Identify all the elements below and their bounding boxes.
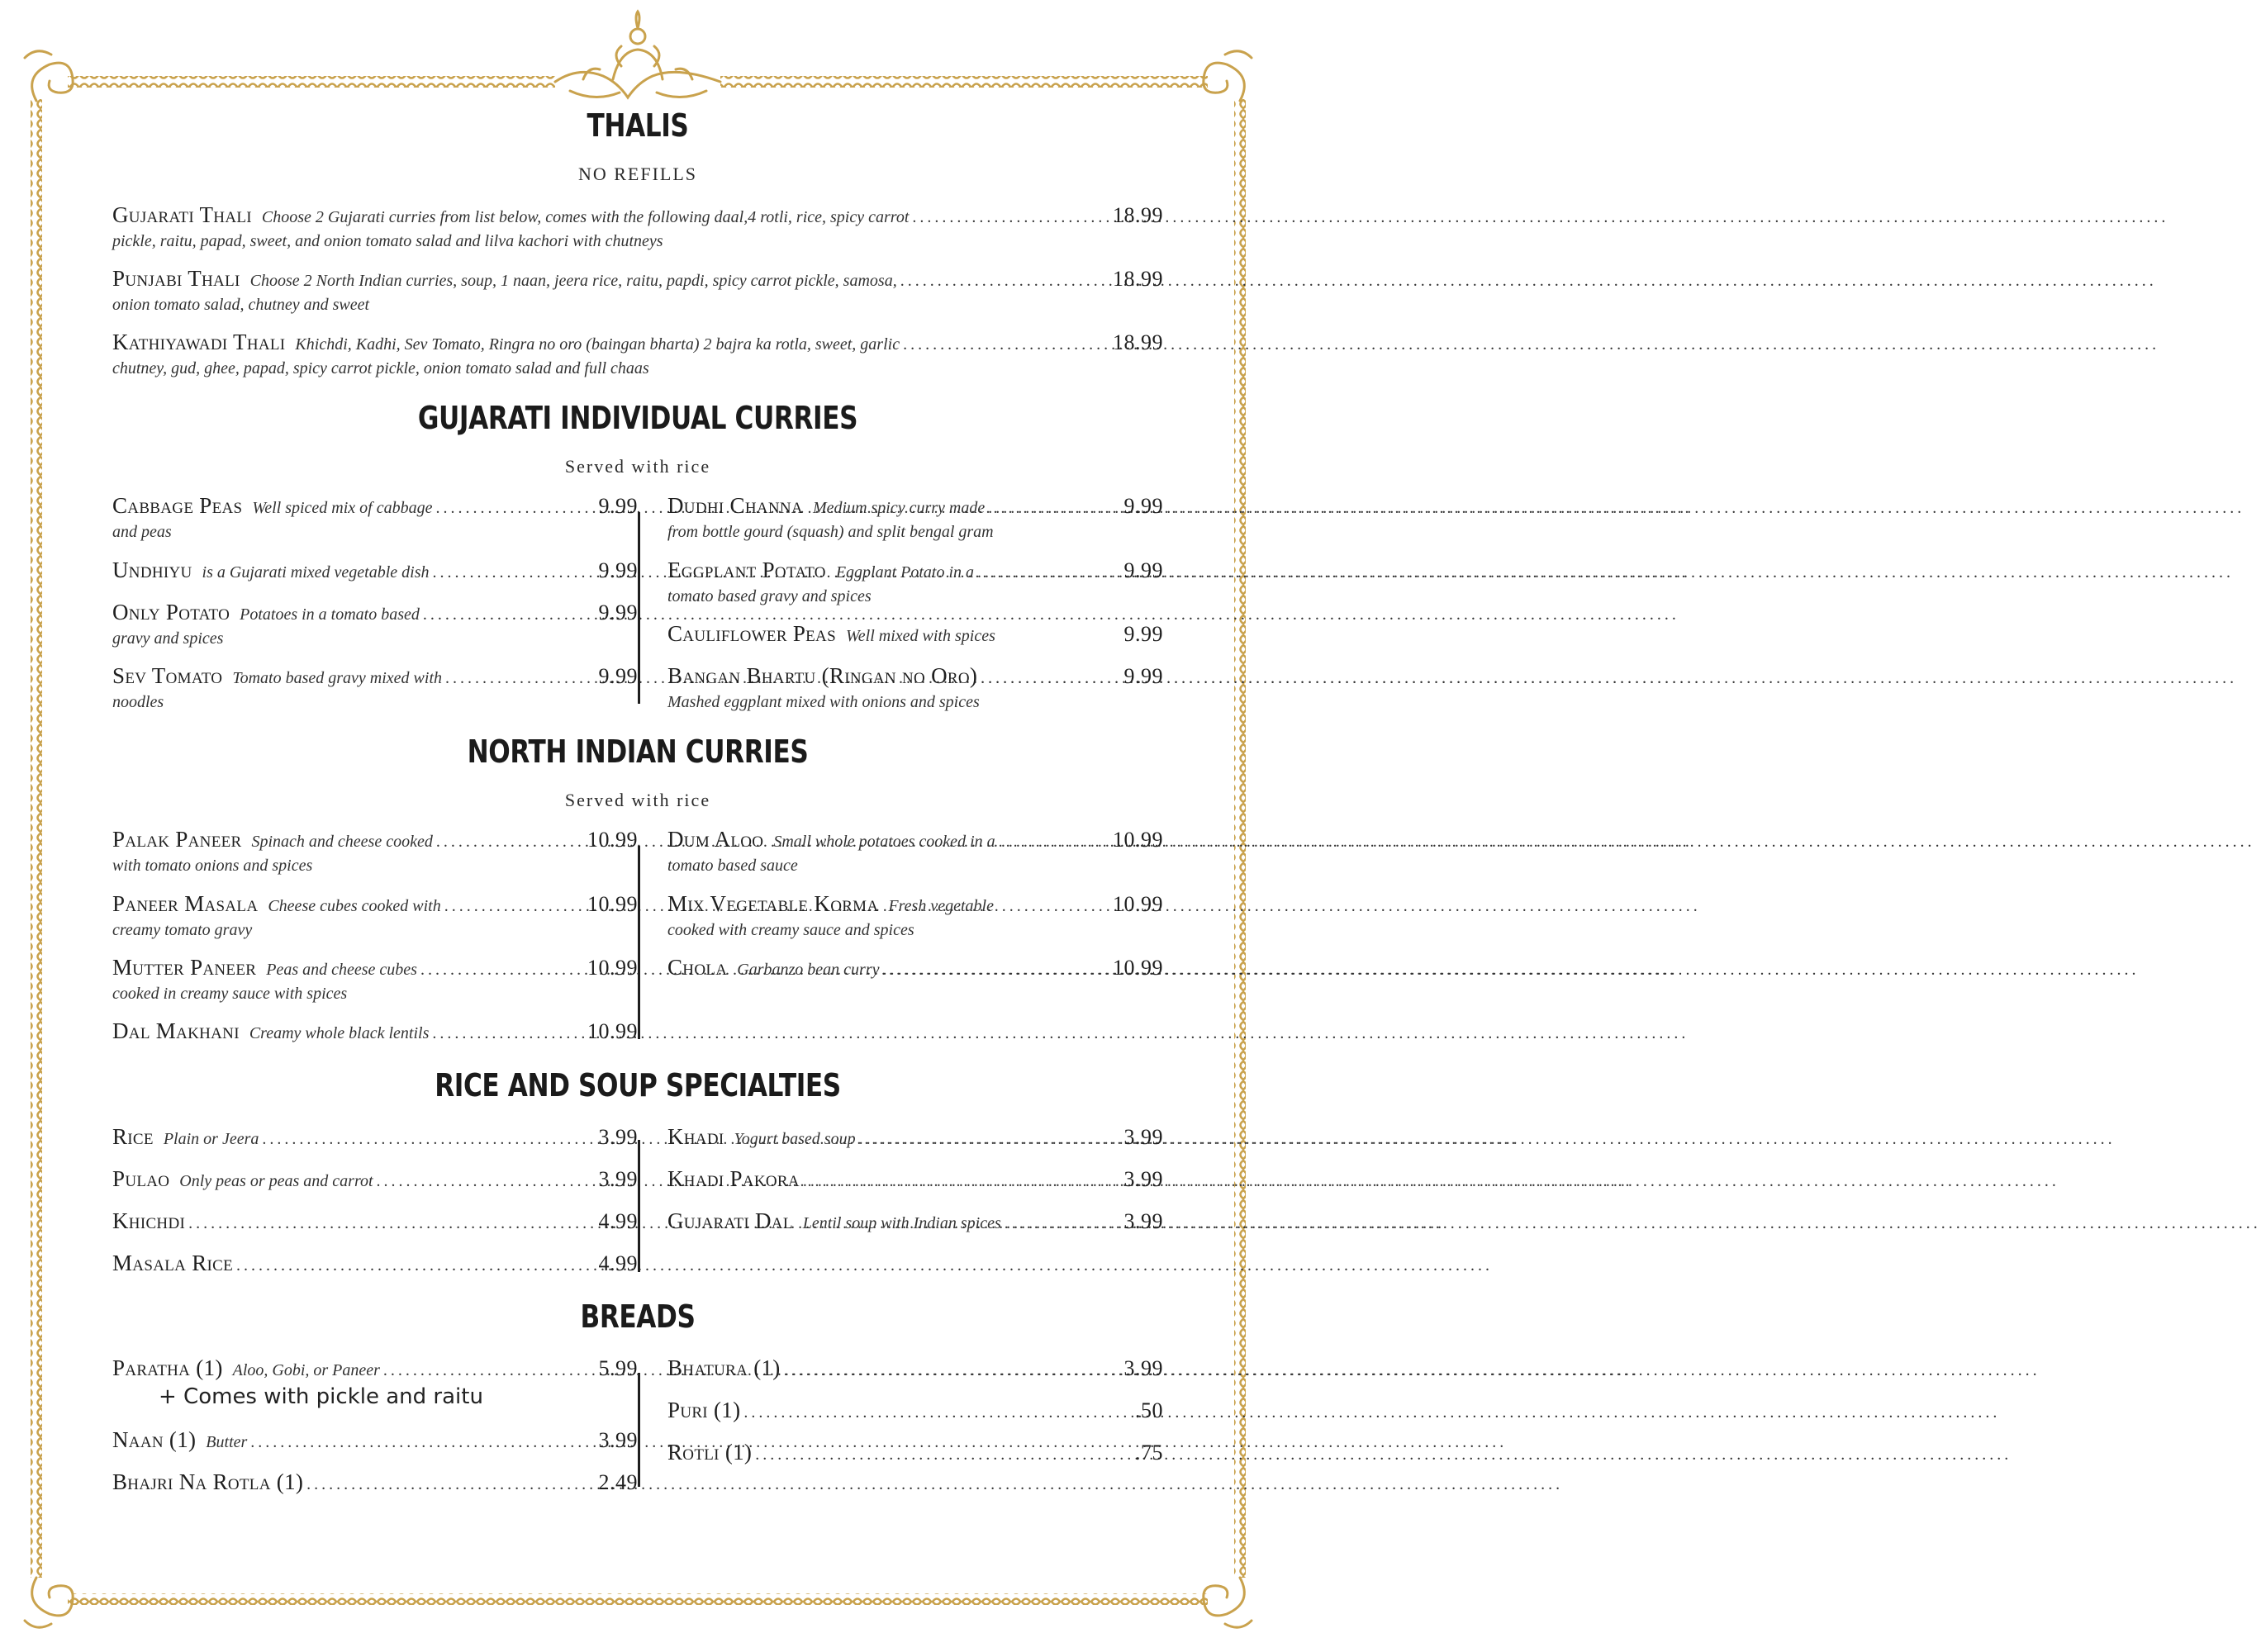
item-price: 10.99: [587, 828, 638, 852]
item-price: 5.99: [598, 1356, 638, 1380]
item-price: 9.99: [1123, 558, 1163, 582]
item-name: Dudhi Channa: [667, 493, 803, 518]
item-description: Potatoes in a tomato based: [240, 605, 420, 624]
item-price: 4.99: [598, 1251, 638, 1275]
item-price: .75: [1135, 1441, 1163, 1464]
item-price: 18.99: [1113, 330, 1163, 354]
item-price: 10.99: [1113, 828, 1163, 852]
item-description: Choose 2 Gujarati curries from list below, comes with the following daal,4 rotli, rice, spicy carrot: [261, 208, 910, 226]
item-description-cont: tomato based sauce: [667, 857, 798, 875]
item-price: 10.99: [1113, 892, 1163, 916]
item-price: 3.99: [598, 1167, 638, 1191]
leader-dots: [420, 958, 584, 982]
leader-dots: [423, 603, 596, 627]
item-price: 10.99: [1113, 956, 1163, 980]
column-divider: [638, 512, 640, 704]
item-name: Mix Vegetable Korma: [667, 891, 879, 916]
leader-dots: [743, 1401, 1132, 1425]
item-name: Dal Makhani: [112, 1018, 240, 1043]
menu-item-masala-rice: [112, 1251, 638, 1278]
menu-item-cauliflower-peas: [667, 622, 1163, 648]
leader-dots: [262, 1127, 595, 1151]
item-name: Rotli (1): [667, 1440, 753, 1464]
item-name: Chola: [667, 955, 728, 980]
menu-item-mix-vegetable-korma: [667, 892, 1163, 942]
item-price: 9.99: [1123, 622, 1163, 646]
column-divider: [638, 846, 640, 1039]
leader-dots: [1005, 1212, 1121, 1236]
item-name: Khadi Pakora: [667, 1166, 800, 1191]
leader-dots: [988, 496, 1120, 520]
item-description: Lentil soup with Indian spices: [802, 1214, 1001, 1232]
menu-item-naan: [112, 1428, 638, 1455]
item-name: Cabbage Peas: [112, 493, 243, 518]
item-name: Dum Aloo: [667, 827, 764, 852]
menu-item-chola: [667, 956, 1163, 982]
menu-item-gujarati-thali: [112, 203, 1163, 254]
item-description: Khichdi, Kadhi, Sev Tomato, Ringra no oro (baingan bharta) 2 bajra ka rotla, sweet, garlic: [295, 335, 900, 354]
menu-item-paneer-masala: [112, 892, 638, 942]
item-price: 3.99: [598, 1428, 638, 1452]
menu-item-sev-tomato: [112, 664, 638, 714]
item-description: Well mixed with spices: [845, 627, 995, 645]
leader-dots: [445, 667, 595, 691]
menu-item-rice: [112, 1125, 638, 1151]
item-name: Puri (1): [667, 1398, 741, 1422]
item-name: Sev Tomato: [112, 663, 223, 688]
leader-dots: [977, 561, 1120, 585]
item-description-cont: noodles: [112, 693, 164, 711]
item-description: Creamy whole black lentils: [249, 1024, 430, 1042]
item-price: 9.99: [1123, 494, 1163, 518]
item-name: Masala Rice: [112, 1251, 234, 1275]
section-title-north-indian: NORTH INDIAN CURRIES: [467, 733, 809, 770]
section-subtitle-thalis: NO REFILLS: [577, 164, 698, 184]
item-price: 9.99: [598, 664, 638, 688]
menu-item-bangan-bhartu: [667, 664, 1163, 714]
item-name: Pulao: [112, 1166, 170, 1191]
menu-item-undhiyu: [112, 558, 638, 585]
item-name: Punjabi Thali: [112, 266, 240, 291]
item-name: Khadi: [667, 1124, 724, 1149]
item-price: 9.99: [598, 558, 638, 582]
item-description: Tomato based gravy mixed with: [232, 669, 443, 687]
section-title-gujarati: GUJARATI INDIVIDUAL CURRIES: [417, 400, 858, 436]
item-name: Paratha (1): [112, 1355, 223, 1380]
menu-item-dum-aloo: [667, 828, 1163, 878]
item-description: Well spiced mix of cabbage: [252, 499, 433, 517]
menu-item-puri: [667, 1398, 1163, 1425]
item-price: 9.99: [598, 494, 638, 518]
item-price: .50: [1135, 1398, 1163, 1422]
item-name: Bhajri Na Rotla (1): [112, 1469, 304, 1494]
menu-item-mutter-paneer: [112, 956, 638, 1006]
item-price: 10.99: [587, 892, 638, 916]
item-description: Yogurt based soup: [734, 1130, 856, 1148]
item-description: Garbanzo bean curry: [737, 961, 880, 979]
item-description: Fresh vegetable: [888, 897, 994, 915]
item-description: Spinach and cheese cooked: [251, 833, 433, 851]
menu-item-khichdi: [112, 1209, 638, 1236]
section-title-thalis: THALIS: [587, 107, 689, 144]
item-note: + Comes with pickle and raitu: [159, 1384, 483, 1409]
item-price: 2.49: [598, 1470, 638, 1494]
item-description: Peas and cheese cubes: [266, 961, 417, 979]
item-name: Kathiyawadi Thali: [112, 330, 286, 354]
leader-dots: [236, 1254, 595, 1278]
item-description: Choose 2 North Indian curries, soup, 1 naan, jeera rice, raitu, papdi, spicy carrot pickle, samosa,: [249, 272, 897, 290]
section-subtitle-north-indian: Served with rice: [564, 790, 711, 810]
item-price: 4.99: [598, 1209, 638, 1233]
item-description: Aloo, Gobi, or Paneer: [232, 1361, 380, 1379]
menu-item-cabbage-peas: [112, 494, 638, 544]
item-description: Butter: [206, 1433, 248, 1451]
item-description-cont: tomato based gravy and spices: [667, 587, 872, 605]
column-divider: [638, 1140, 640, 1272]
item-description-cont: cooked in creamy sauce with spices: [112, 985, 348, 1003]
leader-dots: [377, 1170, 596, 1194]
item-price: 3.99: [1123, 1167, 1163, 1191]
menu-item-gujarati-dal: [667, 1209, 1163, 1236]
item-name: Gujarati Thali: [112, 202, 252, 227]
item-price: 3.99: [1123, 1356, 1163, 1380]
menu-item-palak-paneer: [112, 828, 638, 878]
item-description: Only peas or peas and carrot: [179, 1172, 373, 1190]
item-name: Rice: [112, 1124, 154, 1149]
menu-item-khadi: [667, 1125, 1163, 1151]
item-price: 3.99: [1123, 1209, 1163, 1233]
menu-item-khadi-pakora: [667, 1167, 1163, 1194]
item-description-cont: pickle, raitu, papad, sweet, and onion tomato salad and lilva kachori with chutneys: [112, 232, 663, 250]
item-name: Naan (1): [112, 1427, 197, 1452]
item-price: 10.99: [587, 1019, 638, 1043]
item-name: Gujarati Dal: [667, 1208, 793, 1233]
leader-dots: [900, 269, 1109, 293]
item-description-cont: cooked with creamy sauce and spices: [667, 921, 914, 939]
leader-dots: [803, 1170, 1121, 1194]
item-price: 18.99: [1113, 267, 1163, 291]
item-price: 3.99: [598, 1125, 638, 1149]
menu-item-paratha: [112, 1356, 638, 1411]
section-title-rice-soup: RICE AND SOUP SPECIALTIES: [435, 1067, 841, 1104]
leader-dots: [883, 958, 1110, 982]
item-description-cont: Mashed eggplant mixed with onions and spices: [667, 693, 980, 711]
item-description-cont: creamy tomato gravy: [112, 921, 253, 939]
menu-item-bhatura: [667, 1356, 1163, 1383]
leader-dots: [436, 496, 596, 520]
leader-dots: [859, 1127, 1121, 1151]
item-description-cont: chutney, gud, ghee, papad, spicy carrot pickle, onion tomato salad and full chaas: [112, 359, 649, 377]
leader-dots: [444, 895, 584, 919]
leader-dots: [188, 1212, 595, 1236]
item-name: Paneer Masala: [112, 891, 259, 916]
menu-item-bhajri-na-rotla: [112, 1470, 638, 1497]
section-subtitle-gujarati: Served with rice: [564, 456, 711, 477]
item-price: 10.99: [587, 956, 638, 980]
leader-dots: [981, 667, 1120, 691]
menu-item-kathiyawadi-thali: [112, 330, 1163, 381]
leader-dots: [433, 561, 596, 585]
menu-item-eggplant-potato: [667, 558, 1163, 609]
item-description-cont: with tomato onions and spices: [112, 857, 313, 875]
item-price: 18.99: [1113, 203, 1163, 227]
item-name: Only Potato: [112, 600, 230, 624]
menu-item-pulao: [112, 1167, 638, 1194]
item-description-cont: and peas: [112, 523, 172, 541]
item-description: Cheese cubes cooked with: [268, 897, 441, 915]
leader-dots: [912, 206, 1109, 230]
item-name: Eggplant Potato: [667, 558, 826, 582]
item-description: Plain or Jeera: [163, 1130, 259, 1148]
item-description-cont: onion tomato salad, chutney and sweet: [112, 296, 370, 314]
leader-dots: [306, 1473, 595, 1497]
menu-item-dal-makhani: [112, 1019, 638, 1046]
item-price: 9.99: [1123, 664, 1163, 688]
leader-dots: [755, 1443, 1132, 1467]
item-name: Cauliflower Peas: [667, 621, 836, 646]
item-name: Bangan Bhartu (Ringan no Oro): [667, 663, 978, 688]
leader-dots: [250, 1431, 595, 1455]
leader-dots: [436, 830, 584, 854]
item-description: Medium spicy curry made: [812, 499, 986, 517]
leader-dots: [432, 1022, 584, 1046]
leader-dots: [383, 1359, 596, 1383]
menu-item-only-potato: [112, 601, 638, 651]
column-divider: [638, 1373, 640, 1487]
item-price: 9.99: [598, 601, 638, 624]
leader-dots: [784, 1359, 1121, 1383]
item-description: is a Gujarati mixed vegetable dish: [202, 563, 430, 582]
item-description-cont: gravy and spices: [112, 629, 224, 648]
leader-dots: [999, 830, 1109, 854]
item-name: Mutter Paneer: [112, 955, 257, 980]
item-description: Eggplant Potato in a: [835, 563, 975, 582]
menu-item-rotli: [667, 1441, 1163, 1467]
item-name: Undhiyu: [112, 558, 192, 582]
section-title-breads: BREADS: [580, 1298, 696, 1335]
item-description: Small whole potatoes cooked in a: [773, 833, 995, 851]
item-name: Khichdi: [112, 1208, 186, 1233]
menu-item-punjabi-thali: [112, 267, 1163, 317]
item-price: 3.99: [1123, 1125, 1163, 1149]
item-name: Palak Paneer: [112, 827, 242, 852]
item-name: Bhatura (1): [667, 1355, 781, 1380]
item-description-cont: from bottle gourd (squash) and split bengal gram: [667, 523, 994, 541]
leader-dots: [903, 333, 1109, 357]
menu-item-dudhi-channa: [667, 494, 1163, 544]
